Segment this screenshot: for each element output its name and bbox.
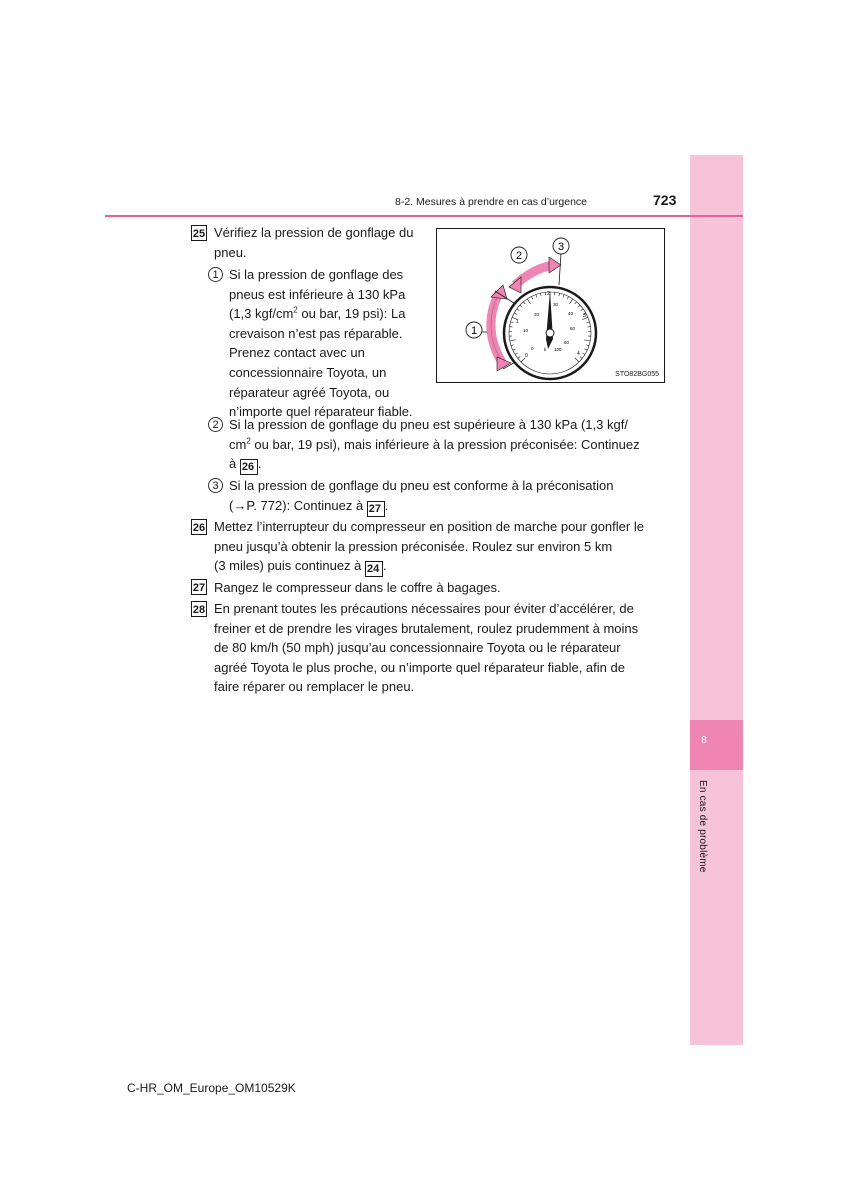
step-28-line-5: faire réparer ou remplacer le pneu.	[214, 679, 415, 695]
step-28-text	[214, 599, 658, 697]
step-28-line-1: En prenant toutes les précautions nécessaires pour éviter d’accélérer, de	[214, 601, 634, 616]
sub-item-2-text	[229, 415, 658, 475]
gauge-inner-label-50: 50	[570, 326, 576, 331]
gauge-inner-label-0: 0	[531, 346, 534, 351]
pressure-gauge-illustration	[437, 229, 666, 384]
sub-1-line-3b: ou bar, 19 psi): La	[297, 306, 406, 322]
gauge-outer-label-3: 3	[583, 313, 586, 319]
sub-3-line-2a: (→P. 772): Continuez à	[229, 497, 367, 513]
pressure-gauge-figure	[436, 228, 665, 383]
gauge-inner-label-100: 100	[554, 347, 562, 352]
step-25-box: 25	[191, 225, 207, 241]
step-26-line-3	[214, 556, 658, 577]
sub-3-line-2b: .	[384, 497, 389, 513]
sub-1-line-4: crevaison n’est pas réparable.	[229, 325, 403, 341]
header-rule	[105, 215, 743, 217]
sub-2-sup: 2	[246, 436, 251, 446]
callout-2: 2	[515, 250, 523, 262]
sub-item-3-text	[229, 476, 658, 517]
gauge-inner-label-60: 60	[564, 340, 570, 345]
step-26-text	[214, 517, 658, 577]
sub-2-line-3b: .	[257, 456, 262, 472]
step-ref-26-link[interactable]: 26	[240, 459, 258, 475]
step-ref-27-link[interactable]: 27	[367, 501, 385, 517]
step-28-line-3: de 80 km/h (50 mph) jusqu’au concessionnaire Toyota ou le réparateur	[214, 640, 621, 656]
chapter-number: 8	[701, 735, 707, 746]
step-28-line-4: agréé Toyota le plus proche, ou n’importe quel réparateur fiable, afin de	[214, 659, 625, 675]
step-26-line-2: pneu jusqu’à obtenir la pression préconisée. Roulez sur environ 5 km	[214, 538, 613, 554]
chapter-label: En cas de problème	[697, 780, 708, 873]
step-ref-24-link[interactable]: 24	[365, 561, 383, 577]
sub-2-line-3	[229, 454, 658, 475]
step-26-line-3b: .	[383, 558, 387, 574]
document-code: C-HR_OM_Europe_OM10529K	[127, 1081, 296, 1095]
step-25-text-line-2: pneu.	[214, 245, 247, 260]
sub-1-line-8: n’importe quel réparateur fiable.	[229, 404, 413, 420]
range-arrow-1	[491, 293, 503, 364]
step-26-line-1: Mettez l’interrupteur du compresseur en position de marche pour gonfler le	[214, 519, 644, 534]
step-25-text-line-1: Vérifiez la pression de gonflage du	[214, 225, 414, 240]
sub-3-line-1: Si la pression de gonflage du pneu est conforme à la préconisation	[229, 478, 614, 493]
sub-1-line-3	[229, 304, 424, 324]
gauge-inner-label-40: 40	[568, 311, 574, 316]
sub-1-line-1: Si la pression de gonflage des	[229, 267, 404, 282]
sub-1-sup: 2	[293, 305, 298, 315]
gauge-inner-label-10: 10	[523, 328, 529, 333]
sub-2-line-2	[229, 435, 658, 455]
sub-2-line-3a: à	[229, 456, 240, 472]
sub-2-line-2b: ou bar, 19 psi), mais inférieure à la pression préconisée: Continuez	[250, 436, 640, 452]
step-28-box: 28	[191, 601, 207, 617]
sub-1-line-3a: (1,3 kgf/cm	[229, 306, 294, 322]
sub-1-line-5: Prenez contact avec un	[229, 345, 365, 361]
callout-3: 3	[557, 241, 565, 253]
sub-2-line-2a: cm	[229, 436, 247, 452]
sub-item-3-marker: 3	[208, 478, 223, 493]
sub-1-line-7: réparateur agréé Toyota, ou	[229, 384, 390, 400]
gauge-inner-label-20: 20	[534, 312, 540, 317]
page-number: 723	[653, 192, 677, 208]
gauge-inner-label-30: 30	[553, 302, 559, 307]
gauge-outer-label-0: 0	[525, 353, 528, 359]
callout-1: 1	[470, 325, 478, 337]
gauge-outer-label-4: 4	[577, 351, 580, 357]
section-title: 8-2. Mesures à prendre en cas d’urgence	[395, 196, 588, 208]
sub-item-2-marker: 2	[208, 417, 223, 432]
sub-item-1-text	[229, 265, 424, 422]
step-27-box: 27	[191, 579, 207, 595]
gauge-unit-label: k	[544, 347, 547, 352]
step-26-line-3a: (3 miles) puis continuez à	[214, 558, 366, 574]
sub-3-line-2	[229, 496, 658, 517]
gauge-outer-label-2: 2	[547, 291, 550, 297]
step-27-text: Rangez le compresseur dans le coffre à bagages.	[214, 580, 501, 595]
sub-item-1-marker: 1	[208, 267, 223, 282]
figure-code: STO82BG055	[615, 371, 659, 378]
step-28-line-2: freiner et de prendre les virages brutalement, roulez prudemment à moins	[214, 620, 639, 636]
sub-2-line-1: Si la pression de gonflage du pneu est supérieure à 130 kPa (1,3 kgf/	[229, 417, 628, 432]
sub-1-line-2: pneus est inférieure à 130 kPa	[229, 286, 406, 302]
sub-1-line-6: concessionnaire Toyota, un	[229, 364, 387, 380]
gauge-outer-label-1: 1	[516, 319, 519, 325]
chapter-side-tab	[690, 155, 743, 1045]
step-26-box: 26	[191, 519, 207, 535]
